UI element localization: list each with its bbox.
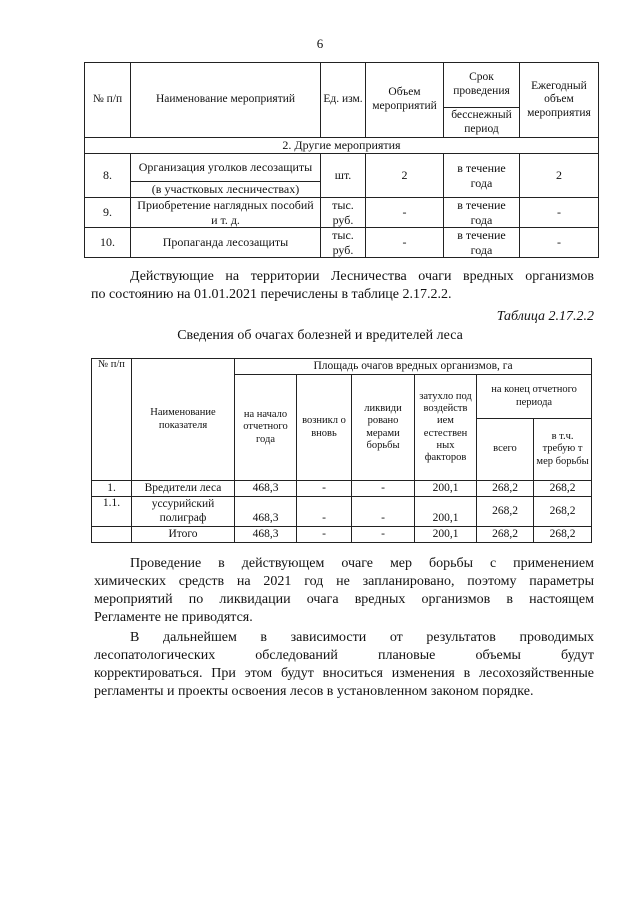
table-row [85,154,599,182]
row-liquidated: - [352,497,415,527]
row-num: 9. [85,198,131,228]
paragraph-3-line-2: лесопатологических обследований плановые объемы будут [94,648,594,663]
row-faded: 200,1 [415,481,477,497]
row-name: Организация уголков лесозащиты [131,154,321,182]
outbreaks-table [91,358,592,543]
table-caption-title: Сведения об очагах болезней и вредителей леса [177,328,463,343]
paragraph-2-line-3: мероприятий по ликвидации очага вредных организмов в настоящем [94,592,594,607]
paragraph-3-line-4: регламенты и проекты освоения лесов в установленном законом порядке. [94,684,534,699]
header-name: Наименование мероприятий [131,63,321,138]
row-start: 468,3 [235,527,297,543]
header-volume: Объем мероприятий [366,63,444,138]
header-num: № п/п [85,63,131,138]
row-liquidated: - [352,481,415,497]
header-term: Срок проведения [444,63,520,108]
header-end-group: на конец отчетного периода [477,375,592,419]
row-name: Пропаганда лесозащиты [131,228,321,258]
paragraph-1-line-1: Действующие на территории Лесничества очаги вредных организмов [130,269,594,284]
row-total: 268,2 [477,481,534,497]
row-num: 1. [92,481,132,497]
row-new: - [297,497,352,527]
row-annual: 2 [520,154,599,198]
row-name: Вредители леса [132,481,235,497]
section-title: 2. Другие мероприятия [85,138,599,154]
header-unit: Ед. изм. [321,63,366,138]
row-incl: 268,2 [534,497,592,527]
header-annual: Ежегодный объем мероприятия [520,63,599,138]
header-total: всего [477,419,534,481]
header-name: Наименование показателя [132,359,235,481]
row-annual: - [520,228,599,258]
row-name: Итого [132,527,235,543]
paragraph-1-line-2: по состоянию на 01.01.2021 перечислены в таблице 2.17.2.2. [91,287,452,302]
row-term: в течение года [444,228,520,258]
page-number: 6 [316,36,324,51]
row-new: - [297,527,352,543]
row-volume: - [366,198,444,228]
row-name: Приобретение наглядных пособий и т. д. [131,198,321,228]
paragraph-2-line-2: химических средств на 2021 год не запланировано, поэтому параметры [94,574,594,589]
row-faded: 200,1 [415,527,477,543]
row-num: 8. [85,154,131,198]
row-annual: - [520,198,599,228]
subheader-term: бесснежный период [444,108,520,138]
row-incl: 268,2 [534,481,592,497]
row-total: 268,2 [477,527,534,543]
paragraph-3-line-3: корректироваться. При этом будут вноситься изменения в лесохозяйственные [94,666,594,681]
paragraph-2-line-4: Регламенте не приводятся. [94,610,253,625]
row-name-note: (в участковых лесничествах) [131,182,321,198]
events-table-header-row [85,63,599,108]
row-num: 1.1. [92,497,132,527]
row-start: 468,3 [235,481,297,497]
row-unit: тыс. руб. [321,228,366,258]
outbreaks-header-row-1 [92,359,592,375]
table-row [92,497,592,527]
row-num [92,527,132,543]
header-start: на начало отчетного года [235,375,297,481]
paragraph-2-line-1: Проведение в действующем очаге мер борьбы с применением [130,556,594,571]
table-row [85,198,599,228]
header-incl: в т.ч. требую т мер борьбы [534,419,592,481]
table-row [85,228,599,258]
header-new: возникл о вновь [297,375,352,481]
row-total: 268,2 [477,497,534,527]
row-liquidated: - [352,527,415,543]
row-term: в течение года [444,198,520,228]
row-term: в течение года [444,154,520,198]
header-faded: затухло под воздейств ием естествен ных факторов [415,375,477,481]
row-unit: шт. [321,154,366,198]
table-caption-number: Таблица 2.17.2.2 [496,309,594,324]
paragraph-3-line-1: В дальнейшем в зависимости от результатов проводимых [130,630,594,645]
row-new: - [297,481,352,497]
row-incl: 268,2 [534,527,592,543]
header-liquidated: ликвиди ровано мерами борьбы [352,375,415,481]
row-num: 10. [85,228,131,258]
header-num: № п/п [92,359,132,481]
header-area-group: Площадь очагов вредных организмов, га [235,359,592,375]
table-total-row [92,527,592,543]
row-start: 468,3 [235,497,297,527]
section-row [85,138,599,154]
table-row [92,481,592,497]
row-volume: 2 [366,154,444,198]
row-name: уссурийский полиграф [132,497,235,527]
row-volume: - [366,228,444,258]
row-faded: 200,1 [415,497,477,527]
events-table [84,62,599,258]
row-unit: тыс. руб. [321,198,366,228]
